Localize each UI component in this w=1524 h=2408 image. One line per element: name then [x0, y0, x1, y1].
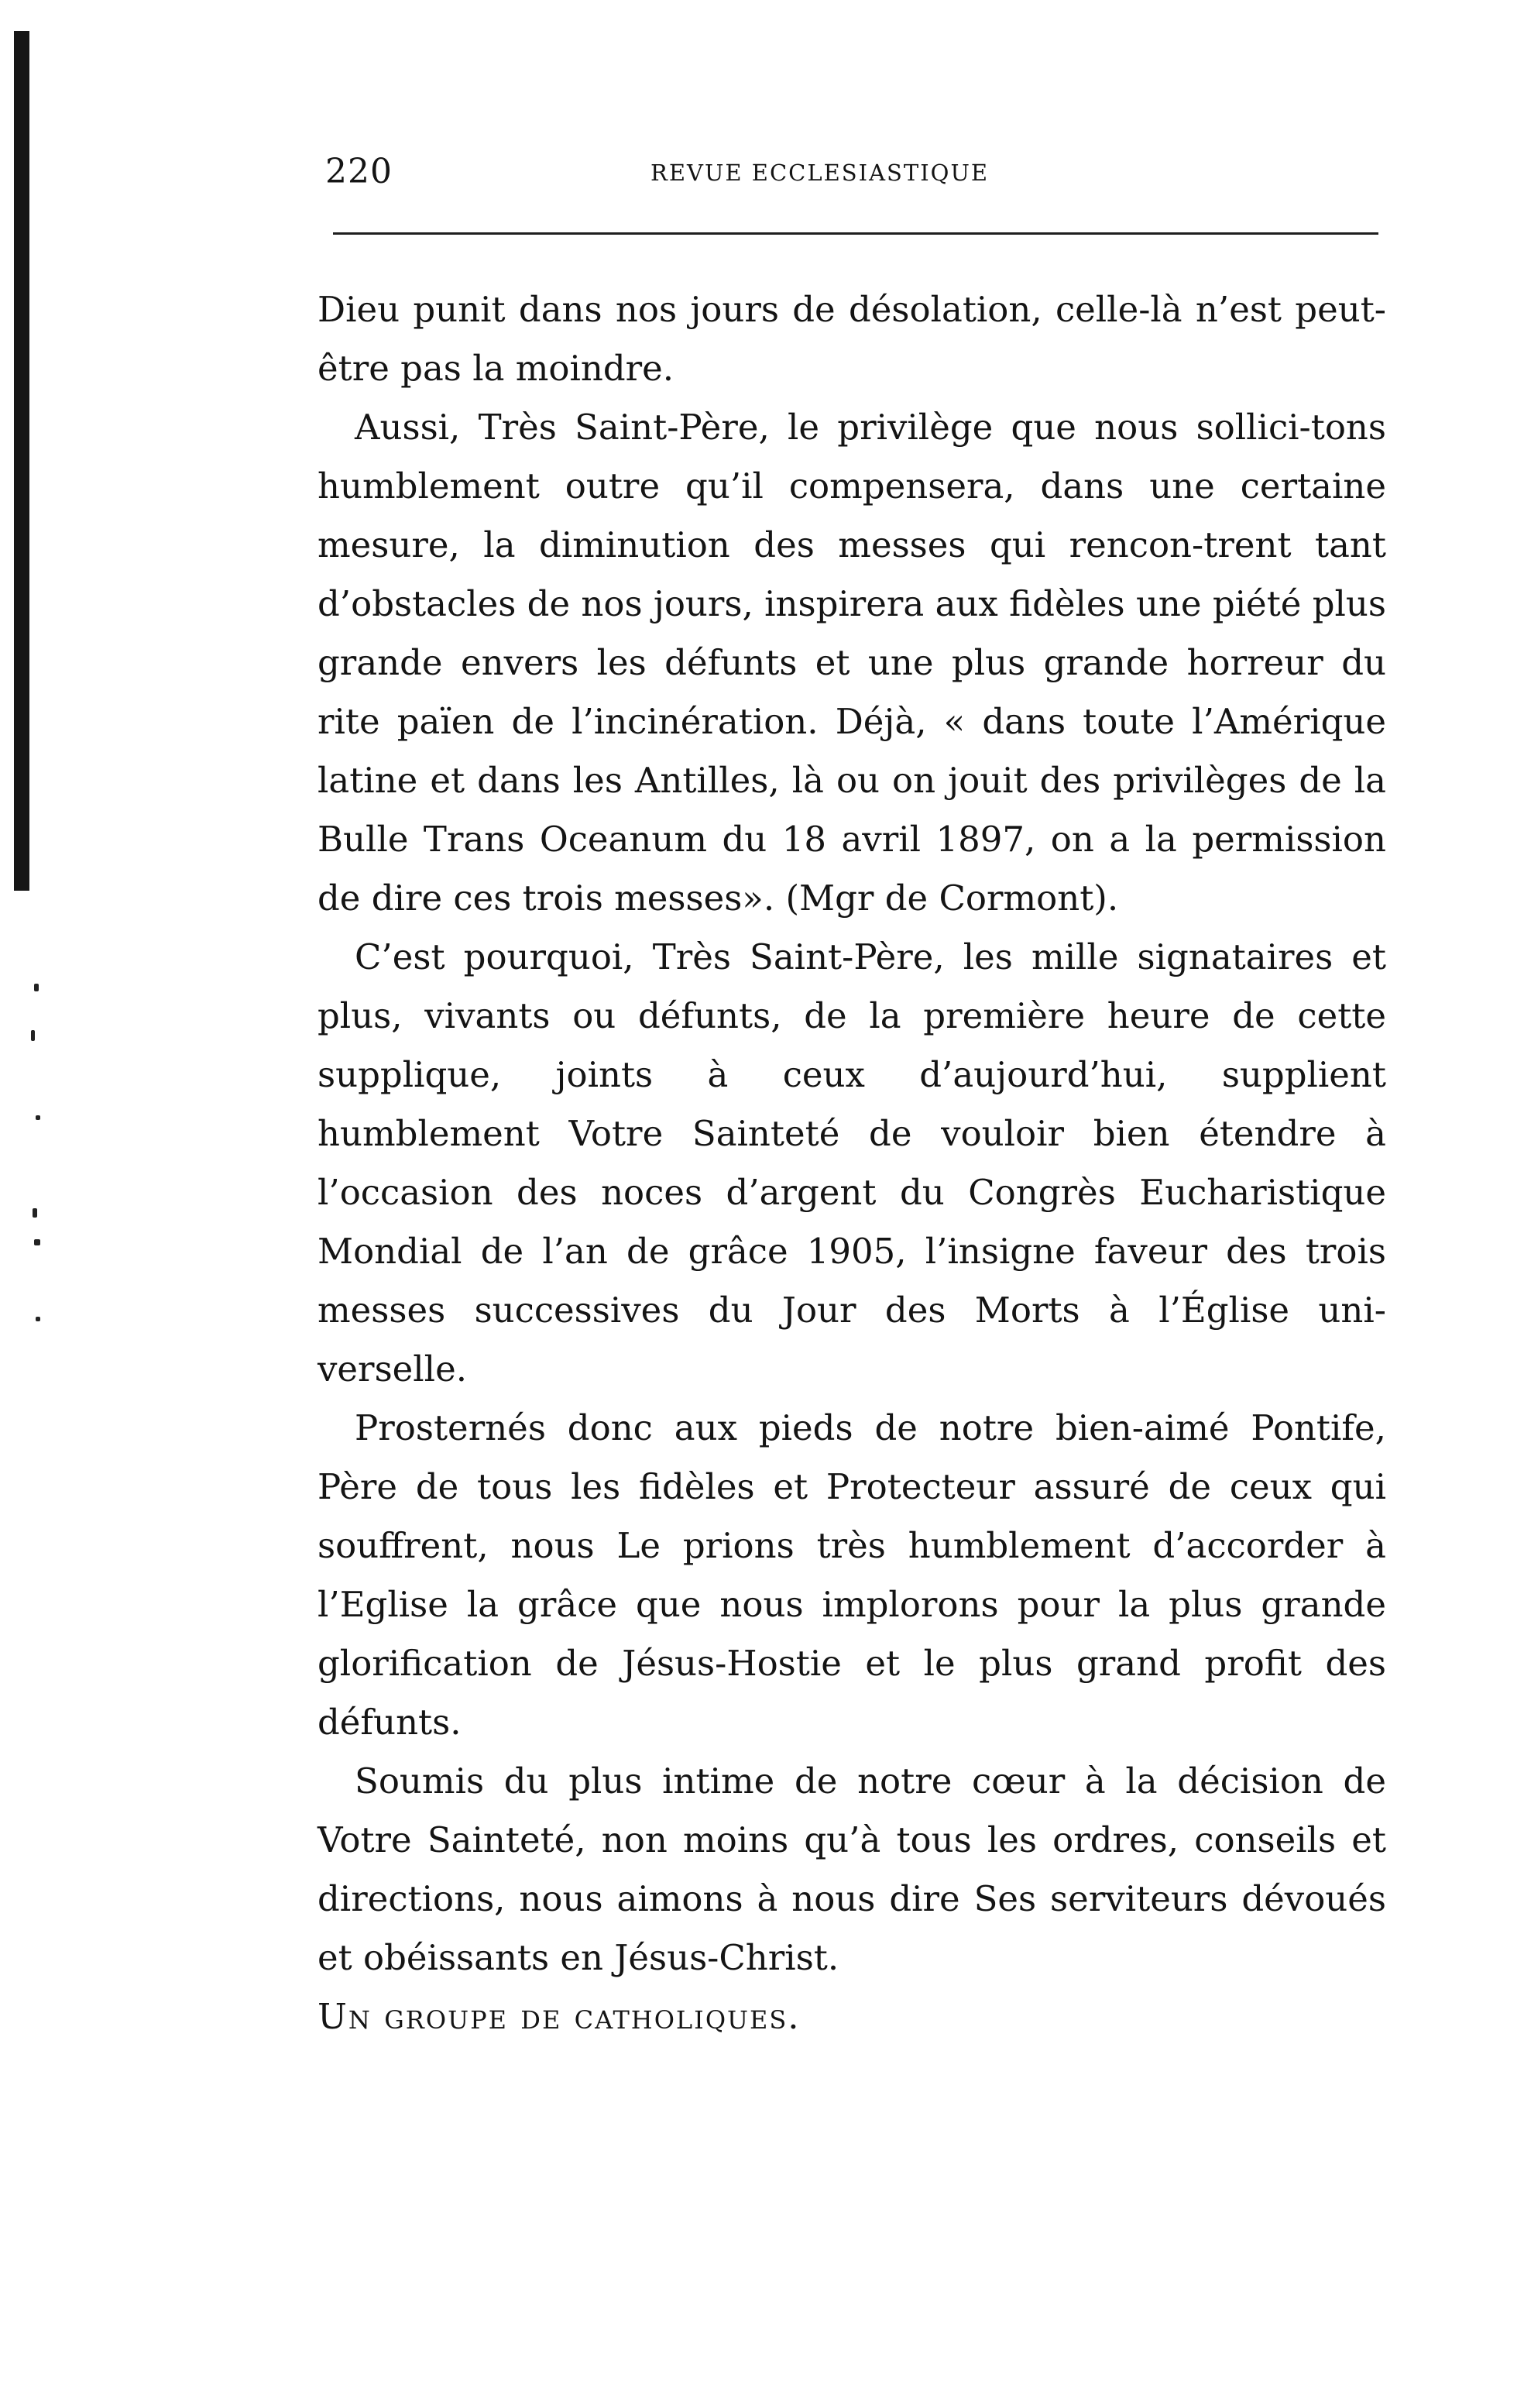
scan-edge-speck: [31, 1030, 35, 1041]
body-text: [318, 280, 1386, 2046]
scan-edge-speck: [34, 984, 39, 991]
paragraph: C’est pourquoi, Très Saint-Père, les mille signataires et plus, vivants ou défunts, de la première heure de cette supplique, joints à ceux d’aujourd’hui, supplient humblement Votre Sainteté de vouloir bien étendre à l’occasion des noces d’argent du Congrès Eucharistique Mondial de l’an de grâce 1905, l’insigne faveur des trois messes successives du Jour des Morts à l’Église uni-verselle.: [318, 936, 1386, 1389]
signature: Un groupe de catholiques.: [318, 1996, 801, 2037]
running-title: REVUE ECCLESIASTIQUE: [650, 160, 990, 186]
scan-edge-speck: [36, 1115, 40, 1120]
scan-edge-shadow: [14, 31, 29, 891]
page-number: 220: [325, 152, 393, 191]
scan-edge-speck: [33, 1208, 37, 1218]
paragraph: Aussi, Très Saint-Père, le privilège que nous sollici-tons humblement outre qu’il compensera, dans une certaine mesure, la diminution des messes qui rencon-trent tant d’obstacles de nos jours, inspirera aux fidèles une piété plus grande envers les défunts et une plus grande horreur du rite païen de l’incinération. Déjà, « dans toute l’Amérique latine et dans les Antilles, là ou on jouit des privilèges de la Bulle Trans Oceanum du 18 avril 1897, on a la permission de dire ces trois messes». (Mgr de Cormont).: [318, 407, 1386, 919]
paragraph: Prosternés donc aux pieds de notre bien-aimé Pontife, Père de tous les fidèles et Protecteur assuré de ceux qui souffrent, nous Le prions très humblement d’accorder à l’Eglise la grâce que nous implorons pour la plus grande glorification de Jésus-Hostie et le plus grand profit des défunts.: [318, 1407, 1386, 1743]
scan-edge-speck: [36, 1317, 40, 1321]
page-header: [325, 152, 1378, 198]
header-rule: [333, 232, 1378, 235]
paragraph: Dieu punit dans nos jours de désolation, celle-là n’est peut-être pas la moindre.: [318, 289, 1386, 389]
paragraph: Soumis du plus intime de notre cœur à la décision de Votre Sainteté, non moins qu’à tous les ordres, conseils et directions, nous aimons à nous dire Ses serviteurs dévoués et obéissants en Jésus-Christ.: [318, 1760, 1386, 1978]
scan-edge-speck: [34, 1239, 40, 1245]
